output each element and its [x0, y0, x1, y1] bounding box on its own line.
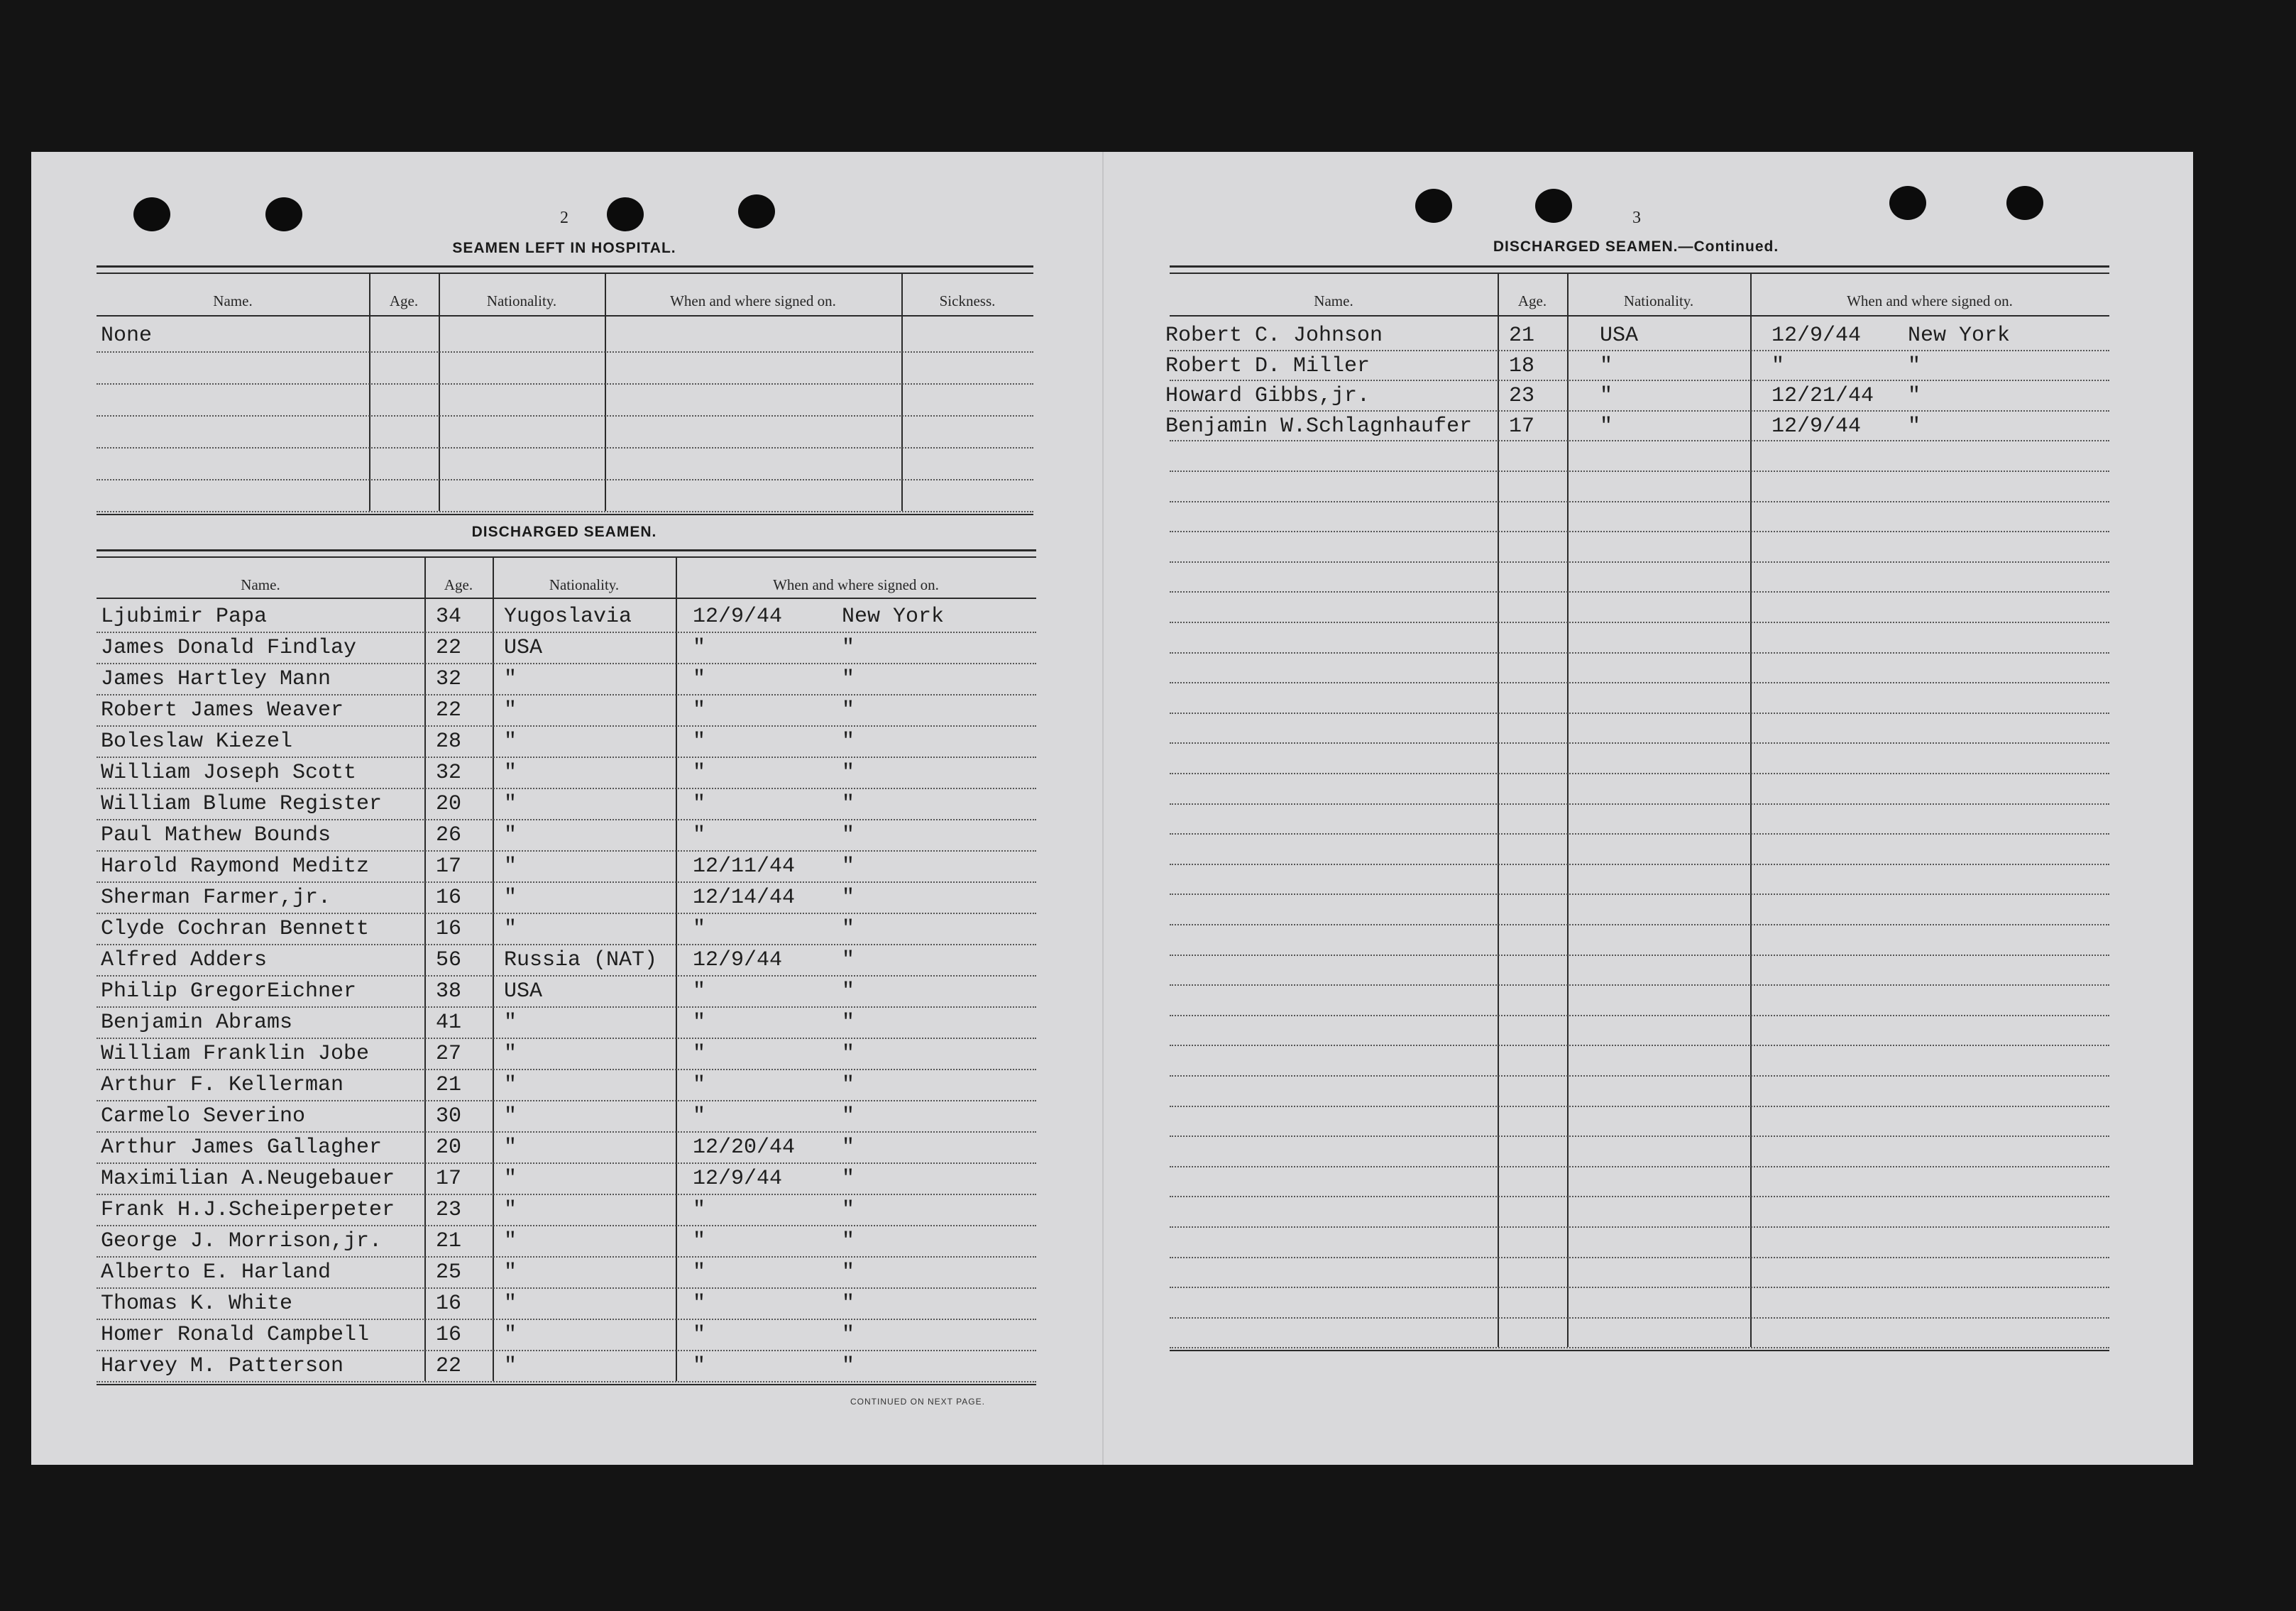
name-cell: Frank H.J.Scheiperpeter: [101, 1198, 395, 1222]
age-cell: 41: [436, 1011, 462, 1035]
name-cell: Ljubimir Papa: [101, 605, 268, 629]
nationality-cell: ": [504, 1042, 517, 1066]
signed-on-place-cell: ": [842, 792, 855, 816]
nationality-cell: ": [504, 792, 517, 816]
column-header: Nationality.: [549, 576, 620, 593]
signed-on-place-cell: ": [842, 1104, 855, 1128]
nationality-cell: ": [504, 1073, 517, 1097]
signed-on-date-cell: 12/9/44: [693, 948, 783, 972]
table-row: [97, 694, 1036, 727]
table-row: [1170, 1287, 2109, 1319]
column-header: Age.: [1517, 292, 1547, 309]
nationality-cell: USA: [1600, 324, 1639, 348]
table-row: [97, 850, 1036, 883]
nationality-cell: ": [504, 823, 517, 847]
signed-on-date-cell: ": [693, 698, 706, 722]
nationality-cell: ": [504, 1136, 517, 1160]
name-cell: Howard Gibbs,jr.: [1165, 384, 1371, 409]
table-row: [1165, 350, 2109, 382]
table-row: [1170, 682, 2109, 714]
signed-on-place-cell: ": [842, 886, 855, 910]
age-cell: 17: [436, 1167, 462, 1191]
name-cell: George J. Morrison,jr.: [101, 1229, 383, 1253]
signed-on-place-cell: ": [842, 1323, 855, 1347]
punch-hole: [1535, 189, 1572, 223]
column-header: Sickness.: [939, 292, 996, 309]
signed-on-place-cell: ": [842, 1136, 855, 1160]
column-header: Nationality.: [1623, 292, 1694, 309]
nationality-cell: ": [504, 667, 517, 691]
column-header: Nationality.: [486, 292, 557, 309]
table-bottom-rule: [97, 1384, 1036, 1385]
table-row: [1165, 410, 2109, 442]
age-cell: 17: [1509, 414, 1535, 439]
table-row: [97, 447, 1033, 480]
table-top-rule: [97, 549, 1036, 558]
discharged-table: [97, 549, 1036, 1391]
age-cell: 32: [436, 761, 462, 785]
table-row: [1170, 1196, 2109, 1228]
nationality-cell: ": [504, 698, 517, 722]
signed-on-place-cell: New York: [1908, 324, 2011, 348]
punch-hole: [607, 197, 644, 231]
table-row: [1170, 924, 2109, 956]
signed-on-place-cell: ": [842, 1011, 855, 1035]
name-cell: Robert C. Johnson: [1165, 324, 1383, 348]
name-cell: Paul Mathew Bounds: [101, 823, 331, 847]
table-row: [1170, 1106, 2109, 1138]
column-header: Name.: [1314, 292, 1353, 309]
signed-on-place-cell: ": [842, 1292, 855, 1316]
signed-on-place-cell: ": [842, 1198, 855, 1222]
name-cell: Clyde Cochran Bennett: [101, 917, 370, 941]
signed-on-place-cell: ": [842, 823, 855, 847]
name-cell: William Franklin Jobe: [101, 1042, 370, 1066]
name-cell: Harold Raymond Meditz: [101, 854, 370, 879]
table-row: [97, 944, 1036, 977]
table-row: [1170, 1045, 2109, 1077]
signed-on-date-cell: ": [693, 1073, 706, 1097]
signed-on-date-cell: ": [693, 1042, 706, 1066]
table-row: [97, 1319, 1036, 1351]
signed-on-place-cell: ": [842, 1354, 855, 1378]
age-cell: 16: [436, 1323, 462, 1347]
signed-on-date-cell: ": [693, 730, 706, 754]
age-cell: 17: [436, 854, 462, 879]
signed-on-place-cell: ": [842, 917, 855, 941]
name-cell: Thomas K. White: [101, 1292, 293, 1316]
name-cell: Benjamin W.Schlagnhaufer: [1165, 414, 1473, 439]
table-row: [97, 1006, 1036, 1039]
header-rule: [1170, 315, 2109, 317]
table-row: [97, 913, 1036, 945]
name-cell: None: [101, 324, 153, 348]
signed-on-place-cell: ": [1908, 353, 1921, 378]
age-cell: 21: [436, 1229, 462, 1253]
signed-on-place-cell: ": [842, 761, 855, 785]
column-header: When and where signed on.: [1847, 292, 2013, 309]
nationality-cell: ": [504, 1011, 517, 1035]
age-cell: 22: [436, 1354, 462, 1378]
column-header: Name.: [213, 292, 253, 309]
signed-on-date-cell: ": [693, 1323, 706, 1347]
signed-on-date-cell: ": [1772, 353, 1785, 378]
table-row: [97, 788, 1036, 820]
signed-on-place-cell: ": [842, 1260, 855, 1285]
age-cell: 16: [436, 917, 462, 941]
table-row: [97, 479, 1033, 512]
signed-on-date-cell: ": [693, 1292, 706, 1316]
punch-hole: [1415, 189, 1452, 223]
signed-on-place-cell: ": [842, 1042, 855, 1066]
nationality-cell: ": [1600, 414, 1613, 439]
table-row: [97, 1225, 1036, 1258]
signed-on-date-cell: ": [693, 1354, 706, 1378]
name-cell: Arthur James Gallagher: [101, 1136, 383, 1160]
nationality-cell: ": [504, 1167, 517, 1191]
age-cell: 21: [1509, 324, 1535, 348]
signed-on-date-cell: 12/11/44: [693, 854, 796, 879]
nationality-cell: ": [504, 1229, 517, 1253]
name-cell: Carmelo Severino: [101, 1104, 306, 1128]
age-cell: 20: [436, 1136, 462, 1160]
table-row: [1170, 984, 2109, 1016]
punch-hole: [265, 197, 302, 231]
punch-hole: [1889, 186, 1926, 220]
hospital-section-title: SEAMEN LEFT IN HOSPITAL.: [452, 240, 676, 256]
table-row: [97, 819, 1036, 852]
nationality-cell: ": [504, 1354, 517, 1378]
age-cell: 32: [436, 667, 462, 691]
nationality-cell: ": [504, 1260, 517, 1285]
signed-on-place-cell: ": [842, 730, 855, 754]
signed-on-date-cell: ": [693, 1011, 706, 1035]
column-header: Name.: [241, 576, 280, 593]
table-bottom-rule: [1170, 1350, 2109, 1351]
signed-on-date-cell: ": [693, 636, 706, 660]
nationality-cell: USA: [504, 636, 543, 660]
age-cell: 23: [436, 1198, 462, 1222]
nationality-cell: Yugoslavia: [504, 605, 632, 629]
column-header: When and where signed on.: [670, 292, 836, 309]
discharged-continued-table: [1165, 265, 2109, 1401]
signed-on-date-cell: ": [693, 761, 706, 785]
table-row: [97, 1162, 1036, 1195]
table-row: [1165, 380, 2109, 412]
signed-on-place-cell: ": [842, 1229, 855, 1253]
column-header: Age.: [389, 292, 419, 309]
name-cell: James Donald Findlay: [101, 636, 357, 660]
table-row: [1170, 652, 2109, 684]
name-cell: William Blume Register: [101, 792, 383, 816]
table-row: [1170, 864, 2109, 896]
signed-on-date-cell: 12/9/44: [693, 1167, 783, 1191]
nationality-cell: ": [504, 854, 517, 879]
nationality-cell: ": [504, 1292, 517, 1316]
table-row: [1170, 1257, 2109, 1289]
nationality-cell: ": [504, 886, 517, 910]
nationality-cell: ": [504, 1104, 517, 1128]
nationality-cell: ": [504, 917, 517, 941]
signed-on-date-cell: ": [693, 917, 706, 941]
table-top-rule: [1170, 265, 2109, 274]
table-row: [1165, 319, 2109, 351]
table-row: [97, 351, 1033, 385]
table-row: [97, 881, 1036, 914]
nationality-cell: ": [1600, 384, 1613, 409]
signed-on-place-cell: ": [842, 1073, 855, 1097]
header-rule: [97, 598, 1036, 599]
nationality-cell: USA: [504, 979, 543, 1004]
age-cell: 22: [436, 698, 462, 722]
table-top-rule: [97, 265, 1033, 274]
table-row: [1170, 1226, 2109, 1258]
age-cell: 38: [436, 979, 462, 1004]
name-cell: William Joseph Scott: [101, 761, 357, 785]
age-cell: 16: [436, 886, 462, 910]
name-cell: Sherman Farmer,jr.: [101, 886, 331, 910]
signed-on-date-cell: 12/20/44: [693, 1136, 796, 1160]
signed-on-place-cell: New York: [842, 605, 945, 629]
table-bottom-rule: [97, 514, 1033, 515]
signed-on-place-cell: ": [842, 948, 855, 972]
signed-on-date-cell: ": [693, 1198, 706, 1222]
name-cell: Homer Ronald Campbell: [101, 1323, 370, 1347]
name-cell: Benjamin Abrams: [101, 1011, 293, 1035]
table-row: [97, 415, 1033, 449]
age-cell: 25: [436, 1260, 462, 1285]
name-cell: Arthur F. Kellerman: [101, 1073, 344, 1097]
signed-on-date-cell: 12/21/44: [1772, 384, 1874, 409]
table-row: [1170, 1136, 2109, 1167]
name-cell: Philip GregorEichner: [101, 979, 357, 1004]
table-row: [97, 1256, 1036, 1289]
signed-on-date-cell: ": [693, 823, 706, 847]
table-row: [1170, 773, 2109, 805]
age-cell: 26: [436, 823, 462, 847]
age-cell: 27: [436, 1042, 462, 1066]
hospital-table: [97, 265, 1033, 514]
signed-on-place-cell: ": [842, 636, 855, 660]
signed-on-place-cell: ": [842, 698, 855, 722]
age-cell: 34: [436, 605, 462, 629]
table-row: [97, 757, 1036, 789]
table-row: [1170, 1075, 2109, 1107]
table-row: [1170, 1166, 2109, 1198]
name-cell: Robert D. Miller: [1165, 353, 1371, 378]
table-row: [1170, 591, 2109, 623]
signed-on-date-cell: 12/14/44: [693, 886, 796, 910]
table-row: [97, 319, 1033, 353]
continued-note: CONTINUED ON NEXT PAGE.: [850, 1397, 985, 1407]
signed-on-date-cell: ": [693, 1229, 706, 1253]
table-row: [1170, 742, 2109, 774]
page-number-right: 3: [1632, 209, 1641, 227]
table-row: [1170, 561, 2109, 593]
table-row: [1170, 622, 2109, 654]
table-row: [1170, 531, 2109, 563]
table-row: [97, 663, 1036, 695]
nationality-cell: ": [504, 1323, 517, 1347]
table-row: [97, 383, 1033, 417]
table-row: [97, 1194, 1036, 1226]
age-cell: 56: [436, 948, 462, 972]
table-row: [1170, 1015, 2109, 1047]
signed-on-date-cell: 12/9/44: [1772, 414, 1862, 439]
table-row: [97, 632, 1036, 664]
age-cell: 20: [436, 792, 462, 816]
punch-hole: [133, 197, 170, 231]
name-cell: Alfred Adders: [101, 948, 268, 972]
name-cell: Harvey M. Patterson: [101, 1354, 344, 1378]
table-row: [1170, 440, 2109, 472]
discharged-continued-title: DISCHARGED SEAMEN.—Continued.: [1493, 238, 1779, 255]
page-number-left: 2: [560, 209, 568, 227]
table-row: [97, 1069, 1036, 1101]
table-row: [1170, 803, 2109, 835]
nationality-cell: ": [1600, 353, 1613, 378]
name-cell: Robert James Weaver: [101, 698, 344, 722]
punch-hole: [738, 194, 775, 229]
table-row: [97, 1287, 1036, 1320]
signed-on-date-cell: ": [693, 792, 706, 816]
table-row: [1170, 501, 2109, 533]
name-cell: James Hartley Mann: [101, 667, 331, 691]
signed-on-place-cell: ": [842, 1167, 855, 1191]
age-cell: 16: [436, 1292, 462, 1316]
signed-on-date-cell: ": [693, 1104, 706, 1128]
table-row: [97, 725, 1036, 758]
table-row: [1170, 1317, 2109, 1349]
nationality-cell: Russia (NAT): [504, 948, 658, 972]
signed-on-date-cell: ": [693, 979, 706, 1004]
table-row: [1170, 894, 2109, 925]
age-cell: 30: [436, 1104, 462, 1128]
table-row: [97, 1038, 1036, 1070]
table-row: [97, 1350, 1036, 1382]
signed-on-place-cell: ": [842, 979, 855, 1004]
table-row: [1170, 471, 2109, 502]
discharged-section-title: DISCHARGED SEAMEN.: [471, 524, 657, 540]
age-cell: 28: [436, 730, 462, 754]
table-row: [97, 1131, 1036, 1164]
nationality-cell: ": [504, 1198, 517, 1222]
nationality-cell: ": [504, 761, 517, 785]
column-header: When and where signed on.: [773, 576, 939, 593]
table-row: [1170, 833, 2109, 865]
signed-on-date-cell: ": [693, 1260, 706, 1285]
table-row: [97, 1100, 1036, 1133]
signed-on-date-cell: 12/9/44: [693, 605, 783, 629]
name-cell: Boleslaw Kiezel: [101, 730, 293, 754]
signed-on-place-cell: ": [842, 854, 855, 879]
table-row: [1170, 713, 2109, 744]
table-row: [97, 975, 1036, 1008]
signed-on-date-cell: ": [693, 667, 706, 691]
signed-on-place-cell: ": [842, 667, 855, 691]
column-header: Age.: [444, 576, 473, 593]
signed-on-date-cell: 12/9/44: [1772, 324, 1862, 348]
age-cell: 21: [436, 1073, 462, 1097]
table-row: [97, 600, 1036, 633]
signed-on-place-cell: ": [1908, 414, 1921, 439]
table-row: [1170, 955, 2109, 986]
header-rule: [97, 315, 1033, 317]
signed-on-place-cell: ": [1908, 384, 1921, 409]
page-fold: [1102, 152, 1104, 1465]
name-cell: Alberto E. Harland: [101, 1260, 331, 1285]
age-cell: 23: [1509, 384, 1535, 409]
age-cell: 22: [436, 636, 462, 660]
nationality-cell: ": [504, 730, 517, 754]
punch-hole: [2006, 186, 2043, 220]
age-cell: 18: [1509, 353, 1535, 378]
name-cell: Maximilian A.Neugebauer: [101, 1167, 395, 1191]
